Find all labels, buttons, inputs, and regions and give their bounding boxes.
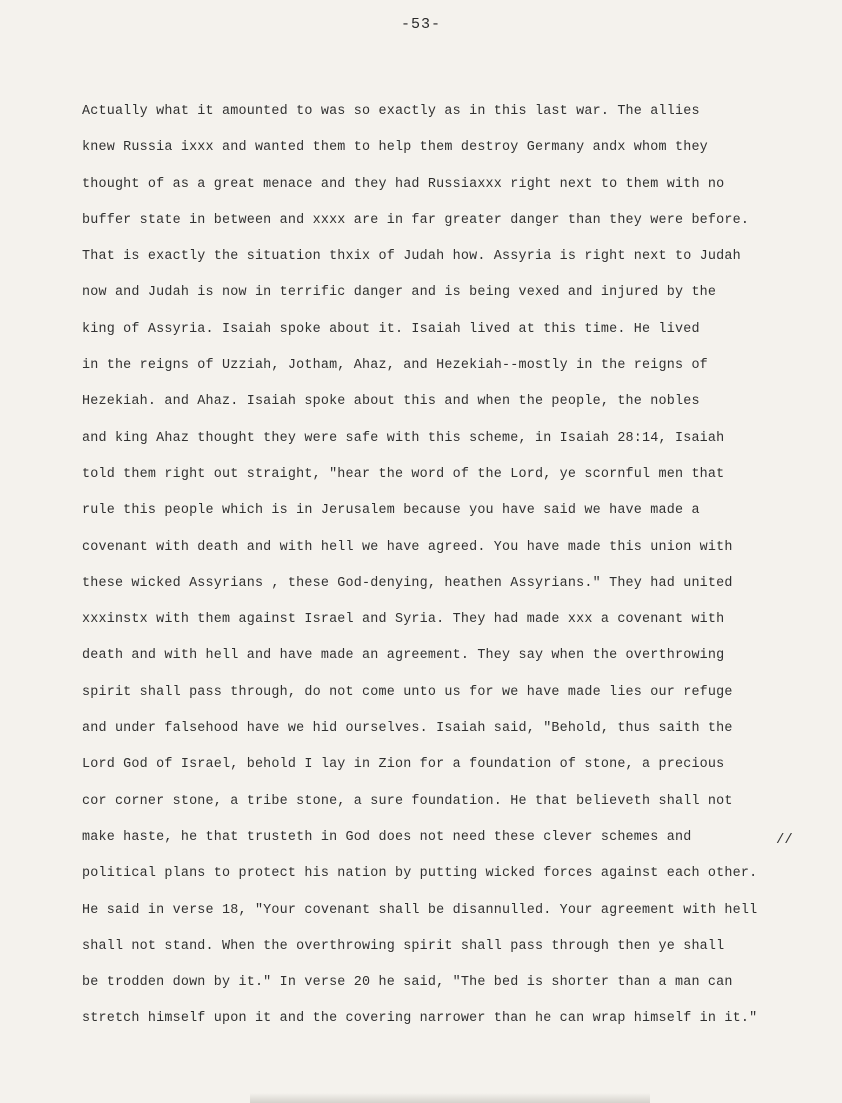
text-line: spirit shall pass through, do not come unto us for we have made lies our refuge — [82, 684, 733, 700]
paper-smudge — [250, 1093, 650, 1103]
page-number: -53- — [400, 16, 441, 33]
text-line: told them right out straight, "hear the word of the Lord, ye scornful men that — [82, 466, 725, 482]
text-line: cor corner stone, a tribe stone, a sure foundation. He that believeth shall not — [82, 793, 733, 809]
text-line: in the reigns of Uzziah, Jotham, Ahaz, and Hezekiah--mostly in the reigns of — [82, 358, 708, 374]
text-line: and king Ahaz thought they were safe with this scheme, in Isaiah 28:14, Isaiah — [82, 430, 725, 446]
text-line: and under falsehood have we hid ourselves. Isaiah said, "Behold, thus saith the — [82, 721, 733, 737]
text-line: stretch himself upon it and the covering narrower than he can wrap himself in it." — [82, 1011, 758, 1027]
text-line: knew Russia ixxx and wanted them to help them destroy Germany andx whom they — [82, 140, 708, 156]
text-line: That is exactly the situation thxix of Judah how. Assyria is right next to Judah — [82, 249, 741, 265]
text-line: shall not stand. When the overthrowing spirit shall pass through then ye shall — [82, 938, 725, 954]
text-line: xxxinstx with them against Israel and Syria. They had made xxx a covenant with — [82, 612, 725, 628]
text-line: now and Judah is now in terrific danger and is being vexed and injured by the — [82, 285, 717, 301]
text-line: rule this people which is in Jerusalem because you have said we have made a — [82, 503, 700, 519]
body-text — [82, 100, 782, 1044]
text-line: He said in verse 18, "Your covenant shall be disannulled. Your agreement with hell — [82, 902, 758, 918]
margin-mark: // — [776, 832, 793, 848]
text-line: covenant with death and with hell we have agreed. You have made this union with — [82, 539, 733, 555]
text-line: Lord God of Israel, behold I lay in Zion for a foundation of stone, a precious — [82, 757, 725, 773]
text-line: buffer state in between and xxxx are in far greater danger than they were before. — [82, 212, 750, 228]
text-line: these wicked Assyrians , these God-denying, heathen Assyrians." They had united — [82, 575, 733, 591]
text-line: thought of as a great menace and they had Russiaxxx right next to them with no — [82, 176, 725, 192]
text-line: political plans to protect his nation by putting wicked forces against each other. — [82, 866, 758, 882]
text-line: death and with hell and have made an agreement. They say when the overthrowing — [82, 648, 725, 664]
text-line: be trodden down by it." In verse 20 he said, "The bed is shorter than a man can — [82, 975, 733, 991]
text-line: make haste, he that trusteth in God does not need these clever schemes and — [82, 829, 692, 845]
text-line: king of Assyria. Isaiah spoke about it. Isaiah lived at this time. He lived — [82, 321, 700, 337]
text-line: Actually what it amounted to was so exactly as in this last war. The allies — [82, 104, 700, 119]
text-line: Hezekiah. and Ahaz. Isaiah spoke about this and when the people, the nobles — [82, 394, 700, 410]
